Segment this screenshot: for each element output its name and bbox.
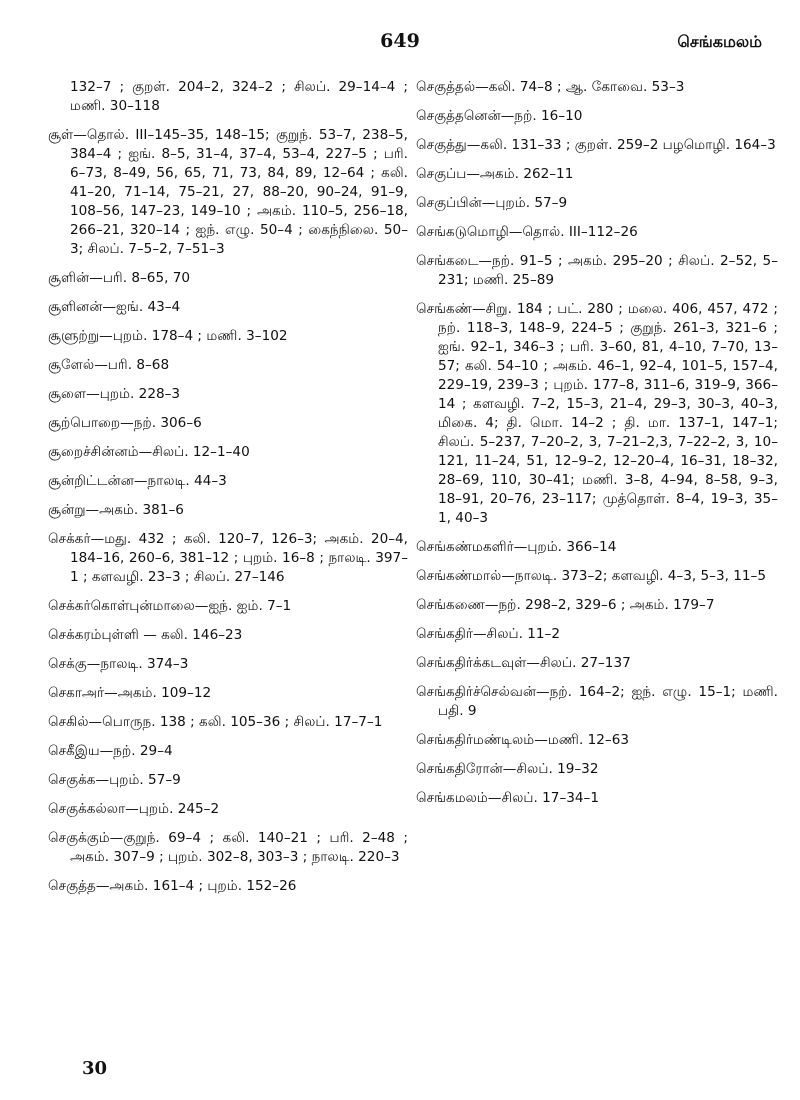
index-entry: செக்கர்கொள்புன்மாலை—ஐந். ஐம். 7–1 — [48, 598, 292, 614]
index-entry: செங்கணை—நற். 298–2, 329–6 ; அகம். 179–7 — [416, 597, 715, 613]
index-entry: செங்கதிர்க்கடவுள்—சிலப். 27–137 — [416, 655, 631, 671]
index-entry: செங்கதிர்—சிலப். 11–2 — [416, 626, 560, 642]
index-entry: செகீஇய—நற். 29–4 — [48, 743, 173, 759]
index-entry: செகுத்த—அகம். 161–4 ; புறம். 152–26 — [48, 878, 297, 894]
index-entry: செகுத்து—கலி. 131–33 ; குறள். 259–2 பழமொழி. 164–3 — [416, 137, 776, 153]
index-entry: செங்கண்மகளிர்—புறம். 366–14 — [416, 539, 617, 555]
index-entry: செகுத்தல்—கலி. 74–8 ; ஆ. கோவை. 53–3 — [416, 79, 685, 95]
index-entry: சூளினன்—ஐங். 43–4 — [48, 299, 181, 315]
index-entry: சூன்றிட்டன்ன—நாலடி. 44–3 — [48, 473, 227, 489]
index-entry: சூன்று—அகம். 381–6 — [48, 502, 184, 518]
index-entry-continuation: 132–7 ; குறள். 204–2, 324–2 ; சிலப். 29–14–4 ; மணி. 30–118 — [70, 79, 408, 114]
index-entry: செங்கதிர்ச்செல்வன்—நற். 164–2; ஐந். எழு. 15–1; மணி. பதி. 9 — [416, 684, 778, 719]
folio-signature: 30 — [82, 1058, 108, 1079]
index-entry: செகில்—பொருந. 138 ; கலி. 105–36 ; சிலப். 17–7–1 — [48, 714, 383, 730]
running-head: செங்கமலம் — [677, 32, 762, 51]
index-entry: செகுக்கல்லா—புறம். 245–2 — [48, 801, 220, 817]
index-entry: செகுத்தனென்—நற். 16–10 — [416, 108, 583, 124]
index-entry: செங்கதிரோன்—சிலப். 19–32 — [416, 761, 599, 777]
index-entry: சூளேல்—பரி. 8–68 — [48, 357, 170, 373]
right-column — [416, 78, 778, 818]
index-entry: செங்கடுமொழி—தொல். III–112–26 — [416, 224, 638, 240]
index-entry: செங்கண்—சிறு. 184 ; பட். 280 ; மலை. 406, 457, 472 ; நற். 118–3, 148–9, 224–5 ; குறுந். 261–3, 321–6 ; ஐங். 92–1, 346–3 ; பரி. 3–60, 81, 4–10, 7–70, 13–57; கலி. 54–10 ; அகம். 46–1, 92–4, 101–5, 157–4, 229–19, 239–3 ; புறம். 177–8, 311–6, 319–9, 366–14 ; களவழி. 7–2, 15–3, 21–4, 29–3, 30–3, 40–3, மிகை. 4; தி. மொ. 14–2 ; தி. மா. 137–1, 147–1; சிலப். 5–237, 7–20–2, 3, 7–21–2,3, 7–22–2, 3, 10–121, 11–24, 51, 12–9–2, 12–20–4, 16–31, 18–32, 28–69, 110, 30–41; மணி. 3–8, 4–94, 8–58, 9–3, 18–91, 20–76, 23–117; முத்தொள். 8–4, 19–3, 35–1, 40–3 — [416, 301, 778, 526]
index-entry: செக்கரம்புள்ளி — கலி. 146–23 — [48, 627, 243, 643]
index-entry: செக்கர்—மது. 432 ; கலி. 120–7, 126–3; அகம். 20–4, 184–16, 260–6, 381–12 ; புறம். 16–8 ; நாலடி. 397–1 ; களவழி. 23–3 ; சிலப். 27–146 — [48, 531, 408, 585]
page-number: 649 — [380, 30, 420, 52]
index-entry: செகுப்ப—அகம். 262–11 — [416, 166, 574, 182]
index-entry: செங்கடை—நற். 91–5 ; அகம். 295–20 ; சிலப். 2–52, 5–231; மணி. 25–89 — [416, 253, 778, 288]
index-entry: சூள்—தொல். III–145–35, 148–15; குறுந். 53–7, 238–5, 384–4 ; ஐங். 8–5, 31–4, 37–4, 53–4, 227–5 ; பரி. 6–73, 8–49, 56, 65, 71, 73, 84, 89, 12–64 ; கலி. 41–20, 71–14, 75–21, 27, 88–20, 90–24, 91–9, 108–56, 147–23, 149–10 ; அகம். 110–5, 256–18, 266–21, 320–14 ; ஐந். எழு. 50–4 ; கைந்நிலை. 50–3; சிலப். 7–5–2, 7–51–3 — [48, 127, 408, 257]
index-entry: செக்கு—நாலடி. 374–3 — [48, 656, 189, 672]
index-entry: சூளின்—பரி. 8–65, 70 — [48, 270, 191, 286]
index-entry: செங்கதிர்மண்டிலம்—மணி. 12–63 — [416, 732, 630, 748]
index-entry: செகுக்க—புறம். 57–9 — [48, 772, 181, 788]
index-entry: சூற்பொறை—நற். 306–6 — [48, 415, 202, 431]
index-entry: செகுக்கும்—குறுந். 69–4 ; கலி. 140–21 ; பரி. 2–48 ; அகம். 307–9 ; புறம். 302–8, 303–3 ; நாலடி. 220–3 — [48, 830, 408, 865]
index-entry: செங்கண்மால்—நாலடி. 373–2; களவழி. 4–3, 5–3, 11–5 — [416, 568, 766, 584]
left-column — [48, 78, 408, 906]
index-entry: செகுப்பின்—புறம். 57–9 — [416, 195, 568, 211]
index-entry: சூளை—புறம். 228–3 — [48, 386, 181, 402]
index-entry: செகாஅர்—அகம். 109–12 — [48, 685, 212, 701]
index-entry: செங்கமலம்—சிலப். 17–34–1 — [416, 790, 599, 806]
index-entry: சூறைச்சின்னம்—சிலப். 12–1–40 — [48, 444, 250, 460]
index-entry: சூளுற்று—புறம். 178–4 ; மணி. 3–102 — [48, 328, 288, 344]
